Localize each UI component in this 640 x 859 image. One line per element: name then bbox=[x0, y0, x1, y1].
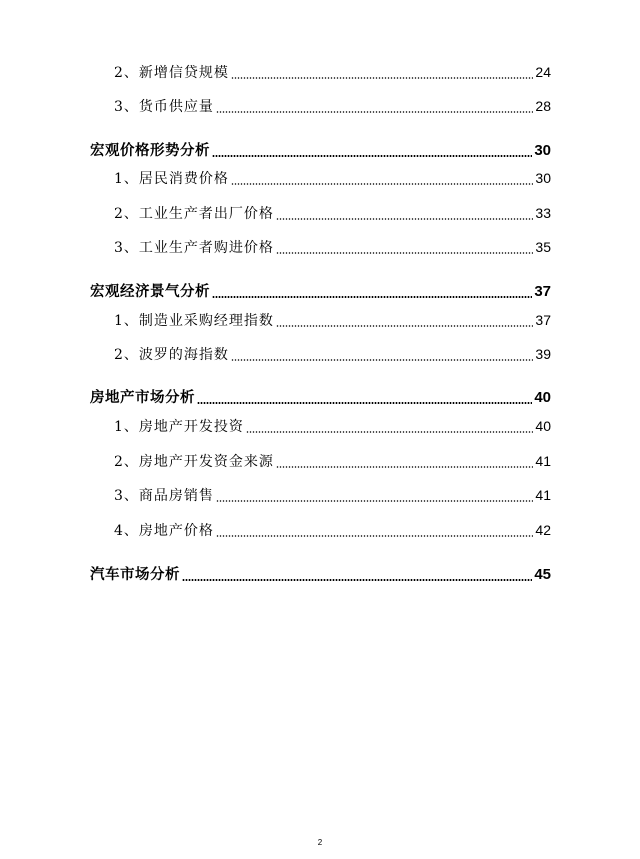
toc-entry-page: 33 bbox=[535, 205, 551, 221]
toc-entry-re-funding[interactable] bbox=[114, 451, 551, 471]
toc-entry-page: 28 bbox=[535, 98, 551, 114]
toc-entry-page: 35 bbox=[535, 239, 551, 255]
toc-entry-page: 41 bbox=[535, 453, 551, 469]
toc-entry-re-investment[interactable] bbox=[114, 416, 551, 436]
toc-entry-cpi[interactable] bbox=[114, 168, 551, 188]
toc-entry-title: 2、波罗的海指数 bbox=[114, 347, 229, 363]
dot-leader bbox=[246, 431, 534, 433]
toc-section-title: 房地产市场分析 bbox=[90, 389, 195, 406]
toc-section-page: 40 bbox=[534, 389, 551, 406]
toc-section-macro-climate[interactable] bbox=[90, 280, 551, 301]
toc-entry-money-supply[interactable] bbox=[114, 96, 551, 116]
toc-entry-purchase-price[interactable] bbox=[114, 237, 551, 257]
toc-entry-re-price[interactable] bbox=[114, 520, 551, 540]
dot-leader bbox=[231, 359, 534, 361]
toc-section-title: 宏观价格形势分析 bbox=[90, 142, 210, 159]
dot-leader bbox=[182, 579, 532, 581]
toc-entry-page: 42 bbox=[535, 522, 551, 538]
dot-leader bbox=[216, 535, 534, 537]
toc-entry-page: 40 bbox=[535, 418, 551, 434]
dot-leader bbox=[212, 155, 532, 157]
toc-section-title: 宏观经济景气分析 bbox=[90, 283, 210, 300]
dot-leader bbox=[197, 402, 532, 404]
toc-entry-ppi[interactable] bbox=[114, 203, 551, 223]
dot-leader bbox=[231, 183, 534, 185]
dot-leader bbox=[216, 500, 534, 502]
toc-entry-title: 2、新增信贷规模 bbox=[114, 65, 229, 81]
toc-entry-title: 1、居民消费价格 bbox=[114, 171, 229, 187]
dot-leader bbox=[276, 252, 534, 254]
toc-entry-housing-sales[interactable] bbox=[114, 485, 551, 505]
toc-section-real-estate[interactable] bbox=[90, 386, 551, 407]
toc-section-page: 45 bbox=[534, 566, 551, 583]
toc-entry-new-credit[interactable] bbox=[114, 62, 551, 82]
toc-entry-title: 4、房地产价格 bbox=[114, 523, 214, 539]
toc-section-title: 汽车市场分析 bbox=[90, 566, 180, 583]
toc-entry-title: 2、房地产开发资金来源 bbox=[114, 454, 274, 470]
toc-section-macro-price[interactable] bbox=[90, 139, 551, 160]
toc-section-page: 30 bbox=[534, 142, 551, 159]
toc-entry-title: 2、工业生产者出厂价格 bbox=[114, 206, 274, 222]
toc-entry-title: 1、制造业采购经理指数 bbox=[114, 313, 274, 329]
toc-section-page: 37 bbox=[534, 283, 551, 300]
dot-leader bbox=[231, 77, 534, 79]
toc-entry-pmi[interactable] bbox=[114, 310, 551, 330]
dot-leader bbox=[276, 218, 534, 220]
toc-entry-page: 30 bbox=[535, 170, 551, 186]
toc-entry-page: 37 bbox=[535, 312, 551, 328]
toc-entry-page: 41 bbox=[535, 487, 551, 503]
toc-entry-title: 3、货币供应量 bbox=[114, 99, 214, 115]
toc-entry-title: 3、商品房销售 bbox=[114, 488, 214, 504]
dot-leader bbox=[216, 111, 534, 113]
dot-leader bbox=[276, 325, 534, 327]
toc-entry-baltic-index[interactable] bbox=[114, 344, 551, 364]
dot-leader bbox=[276, 466, 534, 468]
toc-entry-title: 1、房地产开发投资 bbox=[114, 419, 244, 435]
toc-section-auto-market[interactable] bbox=[90, 563, 551, 584]
toc-entry-title: 3、工业生产者购进价格 bbox=[114, 240, 274, 256]
dot-leader bbox=[212, 296, 532, 298]
toc-entry-page: 39 bbox=[535, 346, 551, 362]
page-number: 2 bbox=[317, 838, 323, 847]
toc-entry-page: 24 bbox=[535, 64, 551, 80]
